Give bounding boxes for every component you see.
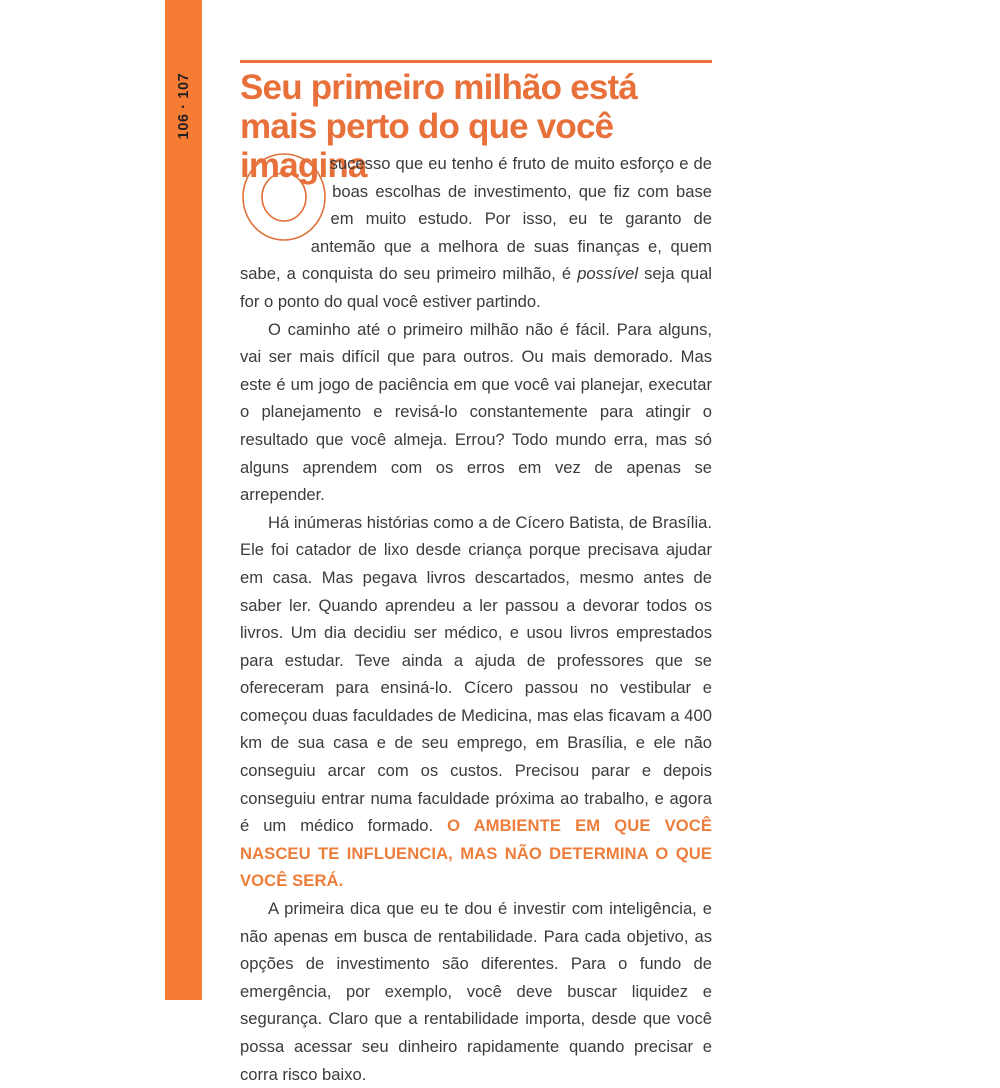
page-spine-bar (165, 0, 202, 1000)
paragraph-2: O caminho até o primeiro milhão não é fácil. Para alguns, vai ser mais difícil que para outros. Ou mais demorado. Mas este é um jogo de paciência em que você vai planejar, executar o planejamento e revisá-lo constantemente para atingir o resultado que você almeja. Errou? Todo mundo erra, mas só alguns aprendem com os erros em vez de apenas se arrepender. (240, 319, 712, 505)
paragraph-1-italic-word: possível (577, 264, 639, 284)
title-rule-divider (240, 60, 712, 63)
paragraph-1-part-b: seja qual for o ponto do qual você estiver partindo. (240, 264, 712, 311)
paragraph-4: A primeira dica que eu te dou é investir com inteligência, e não apenas em busca de rentabilidade. Para cada objetivo, as opções de investimento são diferentes. Para o fundo de emergência, por exemplo, você deve buscar liquidez e segurança. Claro que a rentabilidade importa, desde que você possa acessar seu dinheiro rapidamente quando precisar e corra risco baixo. (240, 899, 712, 1084)
page-number-folio: 106 · 107 (175, 72, 192, 140)
paragraph-3-highlight-quote: O AMBIENTE EM QUE VOCÊ NASCEU TE INFLUENCIA, MAS NÃO DETERMINA O QUE VOCÊ SERÁ. (240, 816, 713, 891)
text-column (240, 0, 713, 1084)
paragraph-3-text: Há inúmeras histórias como a de Cícero Batista, de Brasília. Ele foi catador de lixo desde criança porque precisava ajudar em casa. Mas pegava livros descartados, mesmo antes de saber ler. Quando aprendeu a ler passou a devorar todos os livros. Um dia decidiu ser médico, e usou livros emprestados para estudar. Teve ainda a ajuda de professores que se ofereceram para ensiná-lo. Cícero passou no vestibular e começou duas faculdades de Medicina, mas elas ficavam a 400 km de sua casa e de seu emprego, em Brasília, e ele não conseguiu arcar com os custos. Precisou parar e depois conseguiu entrar numa faculdade próxima ao trabalho, e agora é um médico formado. (240, 512, 712, 836)
chapter-title: Seu primeiro milhão está mais perto do que você imagina (240, 68, 638, 186)
paragraph-1-part-a: sucesso que eu tenho é fruto de muito esforço e de boas escolhas de investimento, que fiz com base em muito estudo. Por isso, eu te garanto de antemão que a melhora de suas finanças e, quem sabe, a conquista do seu primeiro milhão, é (240, 154, 712, 284)
paragraph-3 (240, 509, 712, 895)
body-text (240, 150, 712, 1088)
